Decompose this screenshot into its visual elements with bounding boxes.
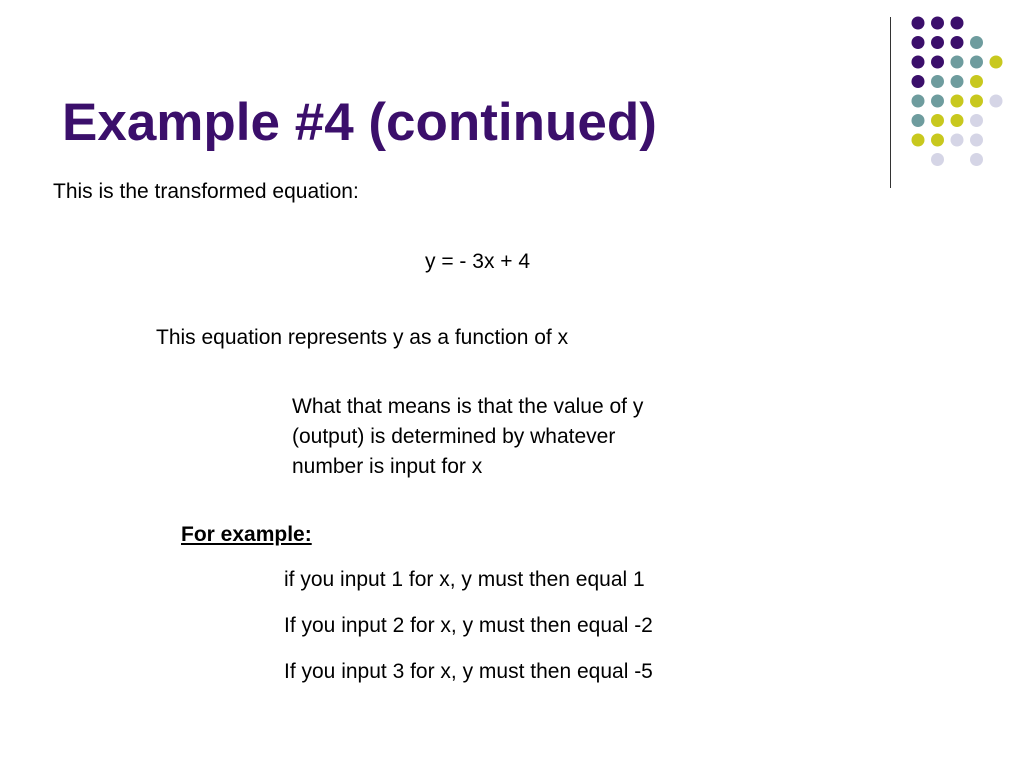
decorative-dot xyxy=(912,75,925,88)
decorative-dot xyxy=(912,114,925,127)
decorative-dot xyxy=(951,56,964,69)
decorative-dot xyxy=(970,153,983,166)
decorative-dot xyxy=(970,36,983,49)
slide-title: Example #4 (continued) xyxy=(62,93,657,152)
function-statement: This equation represents y as a function of x xyxy=(156,326,569,349)
decorative-dot xyxy=(931,95,944,108)
intro-text: This is the transformed equation: xyxy=(53,180,359,203)
decorative-dot xyxy=(931,17,944,30)
for-example-heading: For example: xyxy=(181,523,312,546)
decorative-dot xyxy=(931,114,944,127)
decorative-dot xyxy=(931,36,944,49)
dot-layer xyxy=(912,17,1003,167)
decorative-dot xyxy=(912,17,925,30)
decorative-dot xyxy=(912,134,925,147)
explanation-paragraph xyxy=(292,392,752,482)
decorative-dot xyxy=(970,56,983,69)
decorative-dot xyxy=(990,95,1003,108)
decorative-dot xyxy=(951,134,964,147)
explanation-line: What that means is that the value of y xyxy=(292,395,644,418)
decorative-dot xyxy=(970,75,983,88)
explanation-line: number is input for x xyxy=(292,455,483,478)
decorative-dot xyxy=(951,114,964,127)
decorative-dot xyxy=(951,95,964,108)
decorative-dot xyxy=(970,95,983,108)
header-divider-line xyxy=(890,17,891,188)
decorative-dot xyxy=(931,56,944,69)
decorative-dot xyxy=(912,56,925,69)
equation-text: y = - 3x + 4 xyxy=(425,250,531,273)
decorative-dot xyxy=(912,36,925,49)
decorative-dot xyxy=(912,95,925,108)
example-line: If you input 3 for x, y must then equal -5 xyxy=(284,660,653,683)
explanation-line: (output) is determined by whatever xyxy=(292,425,616,448)
decorative-dot xyxy=(970,114,983,127)
decorative-dot xyxy=(931,134,944,147)
decorative-dot xyxy=(931,75,944,88)
example-line: If you input 2 for x, y must then equal -2 xyxy=(284,614,653,637)
decorative-dot xyxy=(990,56,1003,69)
decorative-dot xyxy=(951,36,964,49)
decorative-dot xyxy=(970,134,983,147)
example-line: if you input 1 for x, y must then equal 1 xyxy=(284,568,645,591)
decorative-dot xyxy=(931,153,944,166)
decorative-dot xyxy=(951,75,964,88)
decorative-dot xyxy=(951,17,964,30)
